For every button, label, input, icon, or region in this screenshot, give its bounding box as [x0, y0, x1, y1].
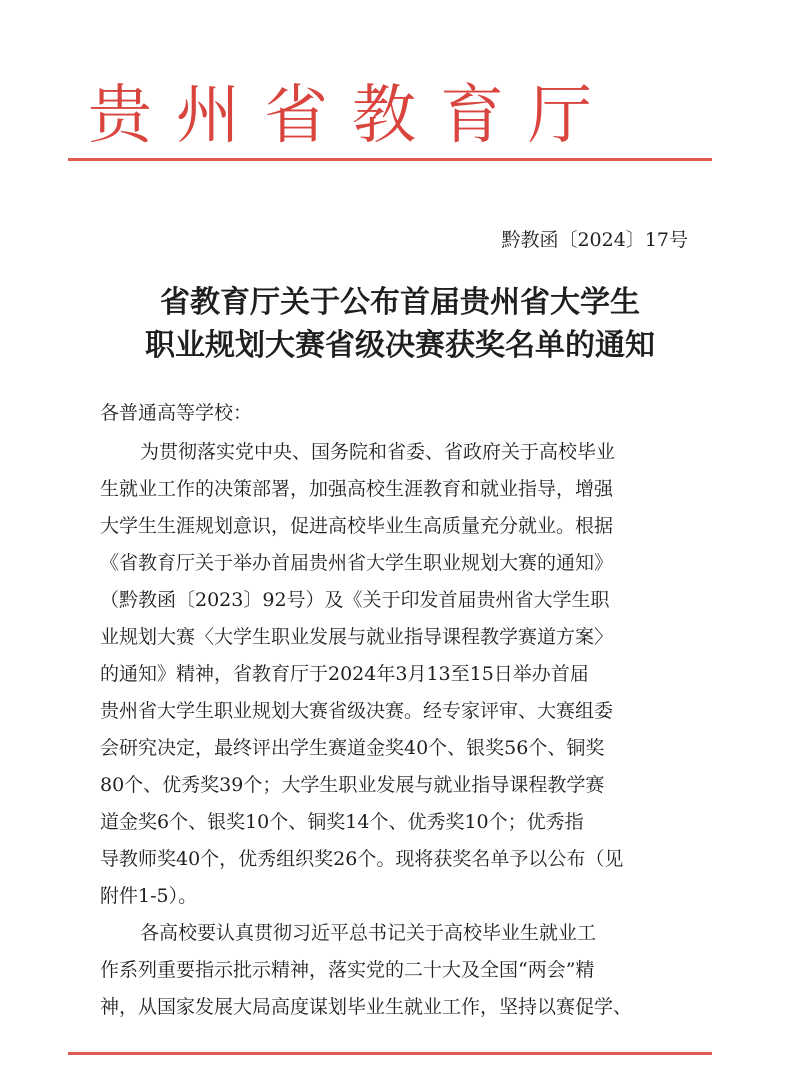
paragraph-1-line: 的通知》精神，省教育厅于2024年3月13至15日举办首届: [100, 663, 589, 685]
paragraph-1-line: 生就业工作的决策部署，加强高校生涯教育和就业指导，增强: [100, 478, 614, 500]
paragraph-2-line: 各高校要认真贯彻习近平总书记关于高校毕业生就业工: [140, 922, 597, 944]
paragraph-1-line: （黔教函〔2023〕92号）及《关于印发首届贵州省大学生职: [100, 589, 610, 611]
issuer-letterhead: 贵州省教育厅: [88, 79, 616, 153]
paragraph-1-line: 大学生生涯规划意识，促进高校毕业生高质量充分就业。根据: [100, 515, 614, 537]
paragraph-2-line: 神，从国家发展大局高度谋划毕业生就业工作，坚持以赛促学、: [100, 996, 633, 1018]
letterhead-divider: [68, 158, 712, 161]
paragraph-1-line: 业规划大赛〈大学生职业发展与就业指导课程教学赛道方案〉: [100, 626, 614, 648]
document-title-line-1: 省教育厅关于公布首届贵州省大学生: [160, 285, 640, 320]
paragraph-1-line: 附件1-5）。: [100, 885, 198, 907]
paragraph-1-line: 导教师奖40个，优秀组织奖26个。现将获奖名单予以公布（见: [100, 848, 624, 870]
paragraph-1-line: 80个、优秀奖39个；大学生职业发展与就业指导课程教学赛: [100, 774, 605, 796]
paragraph-1-line: 会研究决定，最终评出学生赛道金奖40个、银奖56个、铜奖: [100, 737, 605, 759]
document-title-line-2: 职业规划大赛省级决赛获奖名单的通知: [145, 328, 655, 363]
paragraph-1-line: 道金奖6个、银奖10个、铜奖14个、优秀奖10个；优秀指: [100, 811, 584, 833]
footer-divider: [68, 1052, 712, 1055]
paragraph-1-line: 为贯彻落实党中央、国务院和省委、省政府关于高校毕业: [140, 441, 616, 463]
paragraph-1-line: 《省教育厅关于举办首届贵州省大学生职业规划大赛的通知》: [100, 552, 614, 574]
paragraph-2-line: 作系列重要指示批示精神，落实党的二十大及全国“两会”精: [100, 959, 595, 981]
document-number: 黔教函〔2024〕17号: [501, 229, 688, 251]
paragraph-1-line: 贵州省大学生职业规划大赛省级决赛。经专家评审、大赛组委: [100, 700, 614, 722]
salutation: 各普通高等学校：: [100, 402, 253, 424]
